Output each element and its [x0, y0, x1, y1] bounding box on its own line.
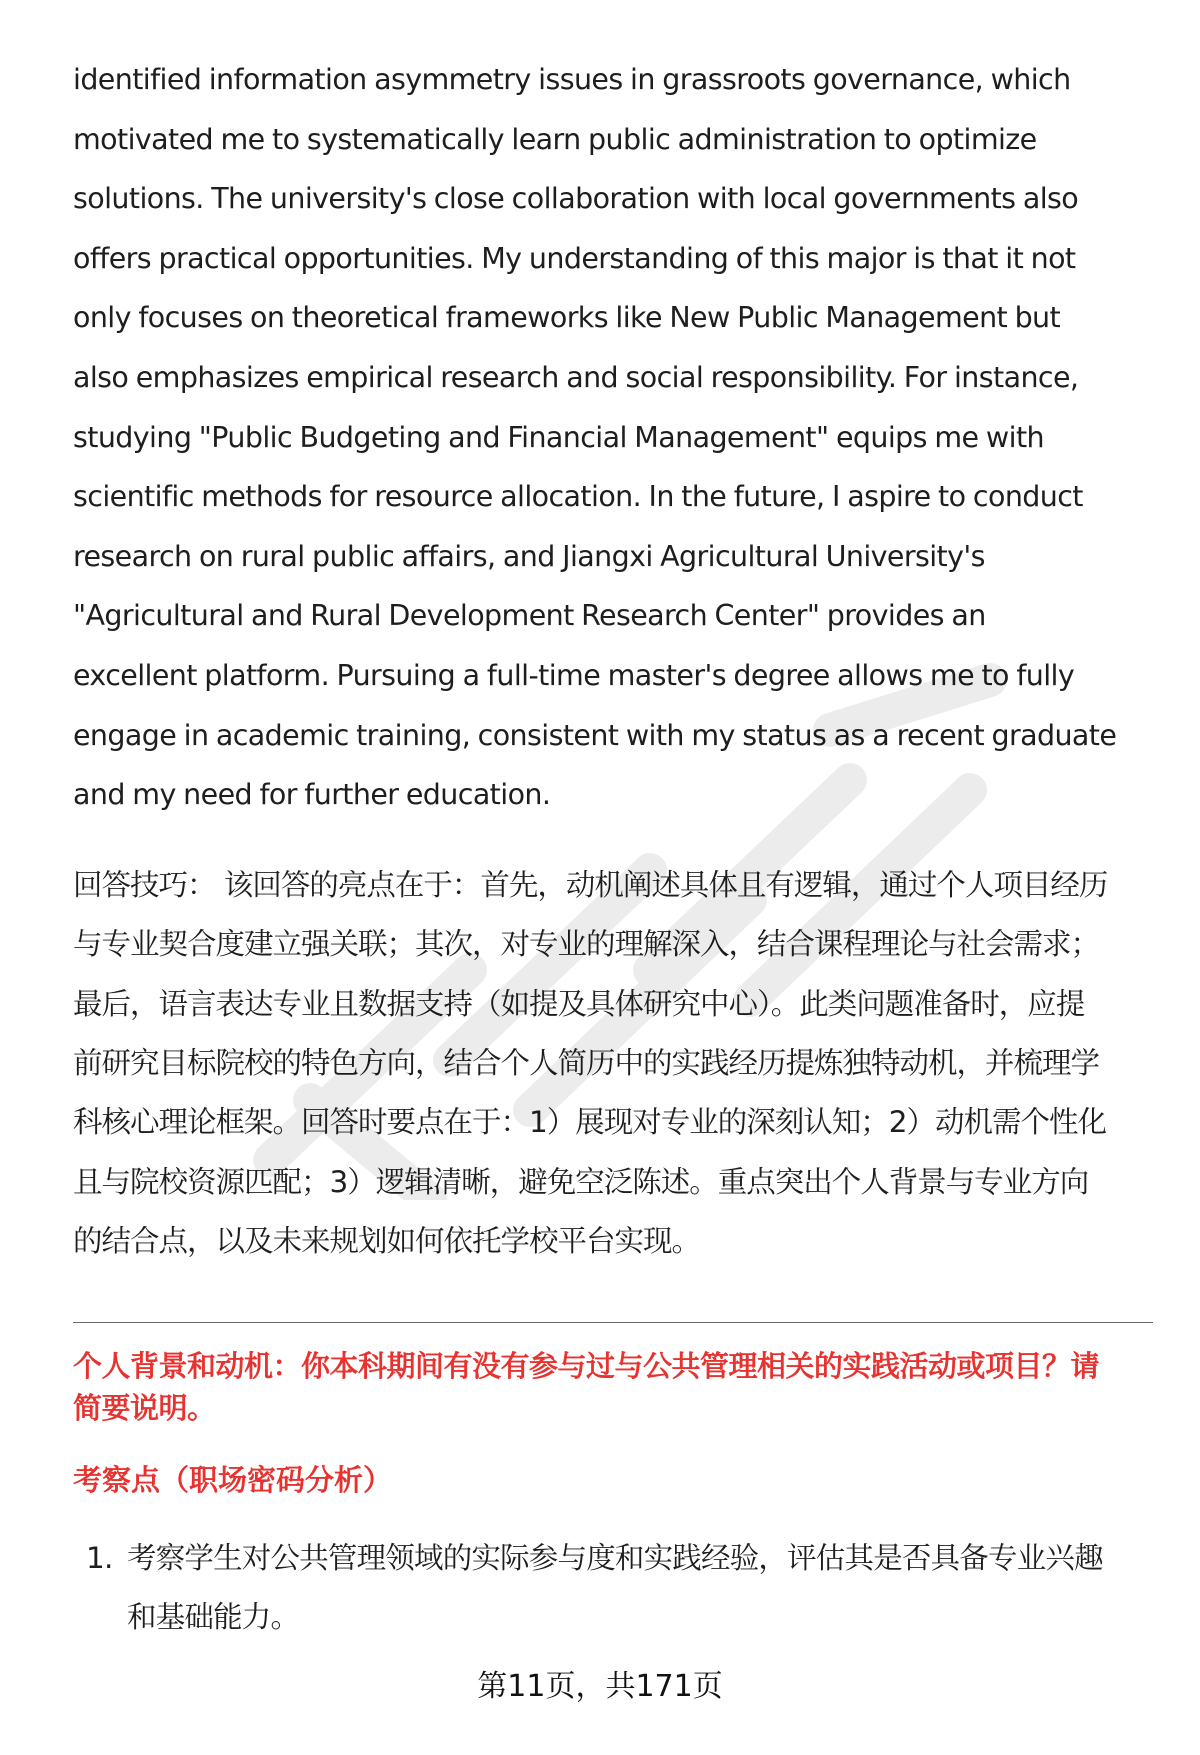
english-answer-paragraph: identified information asymmetry issues in grassroots governance, which motivated me to systematically learn public administration to optimize solutions. The university's close collaboration with local governments also offers practical opportunities. My understanding of this major is that it not only focuses on theoretical frameworks like New Public Management but also emphasizes empirical research and social responsibility. For instance, studying "Public Budgeting and Financial Management" equips me with scientific methods for resource allocation. In the future, I aspire to conduct research on rural public affairs, and Jiangxi Agricultural University's "Agricultural and Rural Development Research Center" provides an excellent platform. Pursuing a full-time master's degree allows me to fully engage in academic training, consistent with my status as a recent graduate and my need for further education.	[73, 63, 1117, 812]
list-item-number: 1.	[86, 1540, 113, 1575]
assessment-points-heading: 考察点（职场密码分析）	[73, 1462, 393, 1497]
tips-text: 该回答的亮点在于：首先，动机阐述具体且有逻辑，通过个人项目经历 与专业契合度建立强关联；其次，对专业的理解深入，结合课程理论与社会需求； 最后，语言表达专业且数据支持（如提及具体研究中心）。此类问题准备时，应提 前研究目标院校的特色方向，结合个人简历中的实践经历提炼独特动机，并梳理学 科核心理论框架。回答时要点在于：1）展现对专业的深刻认知；2）动机需个性化 且与院校资源匹配；3）逻辑清晰，避免空泛陈述。重点突出个人背景与专业方向 的结合点，以及未来规划如何依托学校平台实现。	[73, 867, 1108, 1259]
tips-spacer	[216, 868, 224, 902]
answer-tips-paragraph	[73, 856, 1153, 1272]
question-heading: 个人背景和动机：你本科期间有没有参与过与公共管理相关的实践活动或项目？请 简要说明。	[73, 1348, 1100, 1425]
list-item	[73, 1529, 1153, 1648]
assessment-points-list	[73, 1529, 1153, 1648]
section-divider	[73, 1322, 1153, 1323]
tips-label: 回答技巧：	[73, 867, 216, 902]
document-page	[73, 50, 1153, 1647]
list-item-text: 考察学生对公共管理领域的实际参与度和实践经验，评估其是否具备专业兴趣 和基础能力。	[127, 1540, 1103, 1634]
page-number-footer: 第11页，共171页	[477, 1669, 723, 1704]
